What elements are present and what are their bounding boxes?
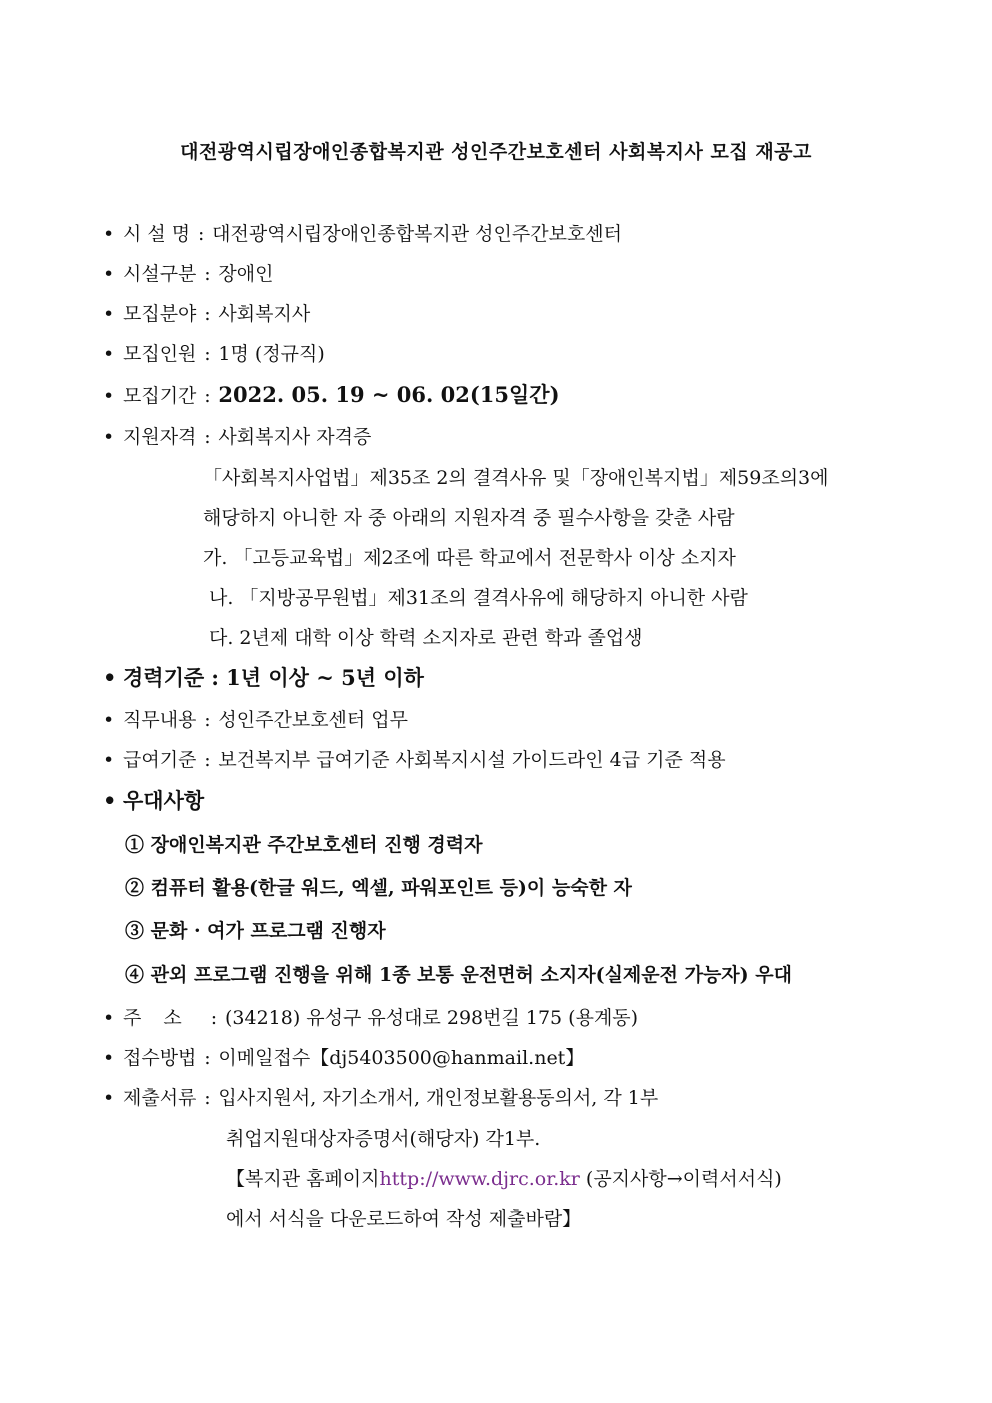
- item-label: 시 설 명: [123, 223, 191, 245]
- documents-line: 취업지원대상자증명서(해당자) 각1부.: [226, 1128, 541, 1150]
- item-label: 접수방법: [123, 1047, 197, 1069]
- documents-suffix: (공지사항→이력서서식): [579, 1168, 782, 1190]
- colon: :: [211, 665, 220, 690]
- item-label: 급여기준: [123, 749, 197, 771]
- documents-line: 에서 서식을 다운로드하여 작성 제출바람】: [226, 1208, 582, 1230]
- documents-line: [226, 1165, 782, 1193]
- bullet: •: [103, 385, 115, 407]
- item-period: [103, 381, 560, 410]
- preference-item: ③ 문화 · 여가 프로그램 진행자: [125, 920, 386, 942]
- item-label: 모집기간: [123, 385, 197, 407]
- colon: :: [204, 385, 211, 407]
- colon: :: [204, 426, 211, 448]
- item-label: 모집분야: [123, 303, 197, 325]
- colon: :: [204, 749, 211, 771]
- colon: :: [197, 223, 205, 245]
- qualification-line: 다. 2년제 대학 이상 학력 소지자로 관련 학과 졸업생: [209, 627, 643, 649]
- item-label: 직무내용: [123, 709, 197, 731]
- bullet: •: [103, 263, 115, 285]
- bullet: •: [103, 788, 117, 813]
- bullet: •: [103, 749, 115, 771]
- colon: :: [204, 709, 211, 731]
- bullet: •: [103, 709, 115, 731]
- item-facility-name: [103, 220, 622, 248]
- item-headcount: [103, 340, 325, 368]
- item-value: 대전광역시립장애인종합복지관 성인주간보호센터: [212, 223, 622, 245]
- item-experience: [103, 664, 424, 692]
- documents-prefix: 【복지관 홈페이지: [226, 1168, 380, 1190]
- item-label: 우대사항: [123, 788, 205, 813]
- item-label: 제출서류: [123, 1087, 197, 1109]
- colon: :: [204, 1087, 211, 1109]
- colon: :: [204, 263, 211, 285]
- item-value: 1명 (정규직): [218, 343, 325, 365]
- item-value: 사회복지사: [218, 303, 311, 325]
- bullet: •: [103, 1087, 115, 1109]
- item-preference: [103, 787, 204, 815]
- item-label: 시설구분: [123, 263, 197, 285]
- item-value: 1년 이상 ~ 5년 이하: [226, 665, 424, 690]
- bullet: •: [103, 223, 115, 245]
- item-value: 사회복지사 자격증: [218, 426, 372, 448]
- item-label: 주 소: [123, 1007, 190, 1029]
- colon: :: [204, 303, 211, 325]
- item-application: [103, 1044, 584, 1072]
- item-duties: [103, 706, 408, 734]
- preference-item: ② 컴퓨터 활용(한글 워드, 엑셀, 파워포인트 등)이 능숙한 자: [125, 877, 632, 899]
- bullet: •: [103, 1047, 115, 1069]
- preference-item: ④ 관외 프로그램 진행을 위해 1종 보통 운전면허 소지자(실제운전 가능자) 우대: [125, 964, 792, 986]
- bullet: •: [103, 303, 115, 325]
- colon: :: [204, 343, 211, 365]
- item-value: 입사지원서, 자기소개서, 개인정보활용동의서, 각 1부: [218, 1087, 659, 1109]
- bullet: •: [103, 1007, 115, 1029]
- item-value: 보건복지부 급여기준 사회복지시설 가이드라인 4급 기준 적용: [218, 749, 726, 771]
- preference-item: ① 장애인복지관 주간보호센터 진행 경력자: [125, 834, 483, 856]
- bullet: •: [103, 665, 117, 690]
- item-label: 경력기준: [123, 665, 205, 690]
- qualification-line: 가. 「고등교육법」제2조에 따른 학교에서 전문학사 이상 소지자: [203, 547, 736, 569]
- item-value: (34218) 유성구 유성대로 298번길 175 (용계동): [225, 1007, 639, 1029]
- homepage-link[interactable]: http://www.djrc.or.kr: [379, 1168, 580, 1190]
- item-value: 성인주간보호센터 업무: [218, 709, 409, 731]
- item-salary: [103, 746, 726, 774]
- item-label: 지원자격: [123, 426, 197, 448]
- item-label: 모집인원: [123, 343, 197, 365]
- qualification-line: 나. 「지방공무원법」제31조의 결격사유에 해당하지 아니한 사람: [209, 587, 748, 609]
- qualification-line: 해당하지 아니한 자 중 아래의 지원자격 중 필수사항을 갖춘 사람: [203, 507, 735, 529]
- item-documents: [103, 1084, 658, 1112]
- notice-title: 대전광역시립장애인종합복지관 성인주간보호센터 사회복지사 모집 재공고: [180, 141, 812, 163]
- bullet: •: [103, 426, 115, 448]
- item-facility-type: [103, 260, 273, 288]
- colon: :: [204, 1047, 211, 1069]
- bullet: •: [103, 343, 115, 365]
- item-qualification: [103, 423, 371, 451]
- item-address: [103, 1004, 638, 1032]
- item-value: 이메일접수【dj5403500@hanmail.net】: [218, 1047, 585, 1069]
- colon: :: [210, 1007, 218, 1029]
- qualification-line: 「사회복지사업법」제35조 2의 결격사유 및「장애인복지법」제59조의3에: [203, 467, 829, 489]
- item-field: [103, 300, 310, 328]
- item-value: 장애인: [218, 263, 274, 285]
- item-value: 2022. 05. 19 ~ 06. 02(15일간): [218, 382, 560, 407]
